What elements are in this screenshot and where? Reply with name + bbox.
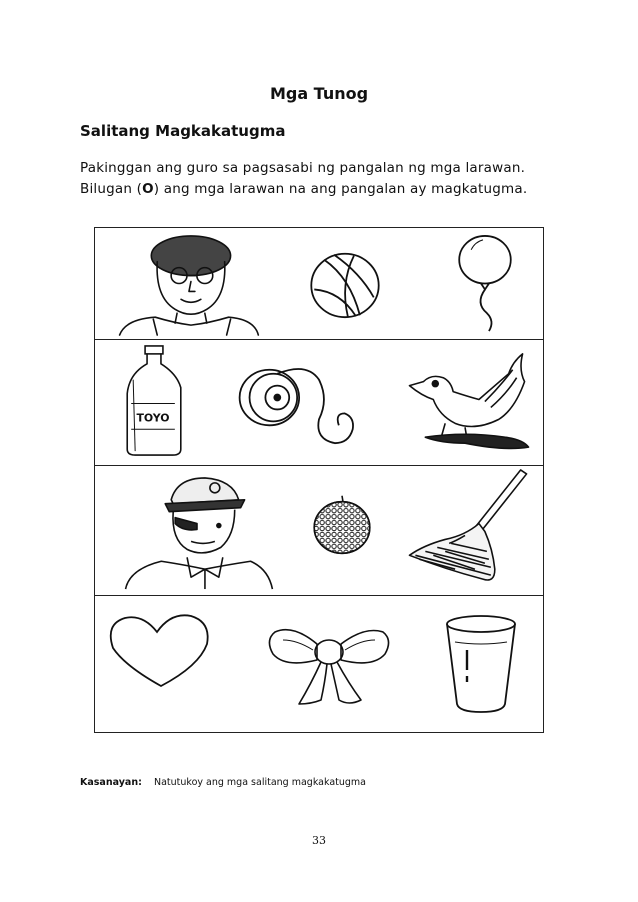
soy-sauce-bottle-icon[interactable] [115,340,195,465]
broom-icon[interactable] [405,466,535,595]
footer-label: Kasanayan: [80,777,142,788]
ribbon-icon[interactable] [263,596,395,734]
svg-text:TOYO: TOYO [136,411,170,425]
section-subtitle: Salitang Magkakatugma [80,122,286,140]
instruction-line-1: Pakinggan ang guro sa pagsasabi ng pangalan ng mga larawan. [80,160,526,176]
ball-icon[interactable] [300,228,390,339]
glass-icon[interactable] [437,596,527,734]
balloon-icon[interactable] [445,228,525,339]
grid-row-3 [95,466,543,596]
instruction-line-2: Bilugan (O) ang mga larawan na ang pangalan ay magkatugma. [80,181,528,197]
police-officer-icon[interactable] [117,466,277,595]
grid-row-1 [95,228,543,340]
bird-icon[interactable] [405,340,535,465]
page-number: 33 [312,834,326,847]
grid-row-2 [95,340,543,466]
grandmother-icon[interactable] [105,228,265,339]
picture-grid [94,227,544,733]
heart-icon[interactable] [105,596,215,734]
grid-row-4 [95,596,543,734]
footer-text: Natutukoy ang mga salitang magkakatugma [154,777,366,788]
yoyo-icon[interactable] [235,340,395,465]
circle-symbol: O [142,181,154,197]
atis-fruit-icon[interactable] [307,466,377,595]
page-title: Mga Tunog [269,84,369,103]
